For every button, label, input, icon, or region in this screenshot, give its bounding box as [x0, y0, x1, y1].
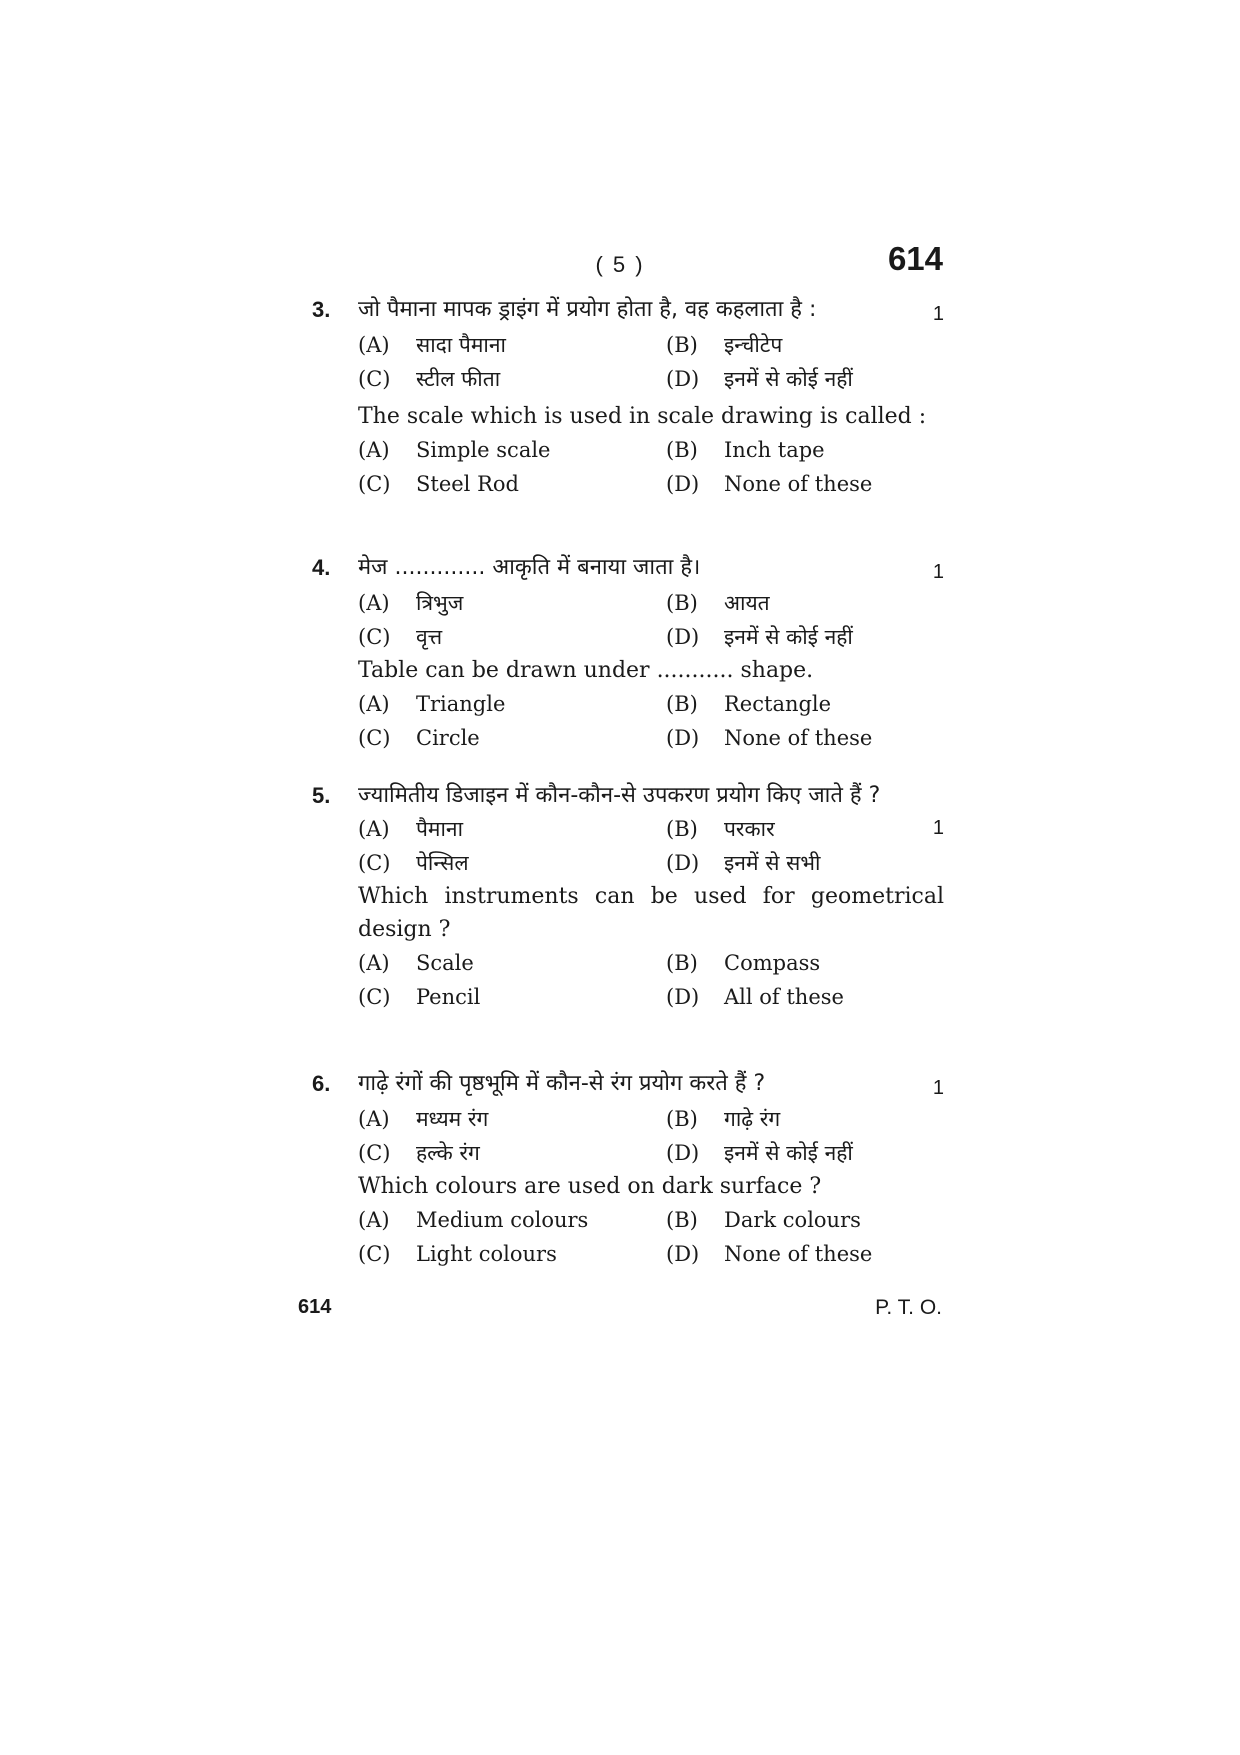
- option-a-english: (A) Scale: [358, 951, 474, 975]
- question-head: [312, 292, 944, 328]
- hindi-options-row: [358, 812, 944, 846]
- question-4: [312, 550, 944, 755]
- hindi-options-row: [358, 1102, 944, 1136]
- option-d-english: (D) None of these: [666, 726, 873, 750]
- page-number: ( 5 ): [595, 252, 645, 277]
- question-head: [312, 1066, 944, 1102]
- hindi-options-row: [358, 362, 944, 396]
- option-c-hindi: (C) वृत्त: [358, 625, 443, 649]
- option-b-hindi: (B) परकार: [666, 817, 775, 841]
- question-marks: 1: [932, 817, 944, 839]
- option-c-english: (C) Pencil: [358, 985, 481, 1009]
- hindi-options-row: [358, 586, 944, 620]
- english-options-row: [358, 687, 944, 721]
- option-c-hindi: (C) स्टील फीता: [358, 367, 501, 391]
- question-number: 4.: [312, 555, 331, 580]
- question-number: 6.: [312, 1071, 331, 1096]
- option-a-english: (A) Medium colours: [358, 1208, 589, 1232]
- question-hindi-stem: मेज ............. आकृति में बनाया जाता है।: [358, 555, 701, 580]
- question-3: [312, 292, 944, 501]
- option-b-english: (B) Compass: [666, 951, 821, 975]
- option-d-english: (D) None of these: [666, 472, 873, 496]
- option-b-hindi: (B) इन्चीटेप: [666, 333, 783, 357]
- english-options-row: [358, 980, 944, 1014]
- option-c-english: (C) Circle: [358, 726, 480, 750]
- hindi-options-row: [358, 846, 944, 880]
- question-5: [312, 780, 944, 1014]
- question-hindi-stem: गाढ़े रंगों की पृष्ठभूमि में कौन-से रंग प्रयोग करते हैं ?: [358, 1071, 766, 1096]
- option-b-english: (B) Rectangle: [666, 692, 832, 716]
- option-a-hindi: (A) त्रिभुज: [358, 591, 464, 615]
- english-options-row: [358, 1203, 944, 1237]
- option-c-hindi: (C) हल्के रंग: [358, 1141, 480, 1165]
- option-c-english: (C) Light colours: [358, 1242, 557, 1266]
- question-6: [312, 1066, 944, 1271]
- option-a-english: (A) Simple scale: [358, 438, 551, 462]
- option-d-hindi: (D) इनमें से कोई नहीं: [666, 1141, 853, 1165]
- hindi-options-row: [358, 328, 944, 362]
- question-number: 3.: [312, 297, 331, 322]
- option-a-hindi: (A) मध्यम रंग: [358, 1107, 489, 1131]
- option-b-english: (B) Inch tape: [666, 438, 825, 462]
- option-b-hindi: (B) गाढ़े रंग: [666, 1107, 781, 1131]
- option-b-english: (B) Dark colours: [666, 1208, 861, 1232]
- option-b-hindi: (B) आयत: [666, 591, 770, 615]
- option-c-hindi: (C) पेन्सिल: [358, 851, 469, 875]
- english-options-row: [358, 433, 944, 467]
- option-a-english: (A) Triangle: [358, 692, 506, 716]
- question-marks: 1: [932, 1077, 944, 1099]
- question-marks: 1: [932, 303, 944, 325]
- english-options-row: [358, 721, 944, 755]
- hindi-options-row: [358, 1136, 944, 1170]
- english-options-row: [358, 1237, 944, 1271]
- question-marks: 1: [932, 561, 944, 583]
- question-english-stem: The scale which is used in scale drawing is called :: [358, 404, 927, 429]
- question-hindi-stem: जो पैमाना मापक ड्राइंग में प्रयोग होता है, वह कहलाता है :: [358, 297, 817, 322]
- option-d-hindi: (D) इनमें से कोई नहीं: [666, 367, 853, 391]
- question-number: 5.: [312, 783, 331, 808]
- option-d-english: (D) None of these: [666, 1242, 873, 1266]
- question-head: [312, 550, 944, 586]
- option-d-hindi: (D) इनमें से सभी: [666, 851, 821, 875]
- option-c-english: (C) Steel Rod: [358, 472, 519, 496]
- question-hindi-stem: ज्यामितीय डिजाइन में कौन-कौन-से उपकरण प्रयोग किए जाते हैं ?: [358, 783, 881, 808]
- question-english-stem: Which colours are used on dark surface ?: [358, 1174, 822, 1199]
- please-turn-over: P. T. O.: [875, 1296, 942, 1319]
- english-options-row: [358, 946, 944, 980]
- option-d-hindi: (D) इनमें से कोई नहीं: [666, 625, 853, 649]
- option-a-hindi: (A) पैमाना: [358, 817, 464, 841]
- hindi-options-row: [358, 620, 944, 654]
- option-a-hindi: (A) सादा पैमाना: [358, 333, 506, 357]
- english-options-row: [358, 467, 944, 501]
- question-english-stem: Which instruments can be used for geometrical design ?: [358, 884, 944, 942]
- paper-code-footer: 614: [298, 1296, 332, 1318]
- option-d-english: (D) All of these: [666, 985, 844, 1009]
- question-english-stem: Table can be drawn under ........... shape.: [358, 658, 814, 683]
- paper-code-header: 614: [887, 240, 943, 277]
